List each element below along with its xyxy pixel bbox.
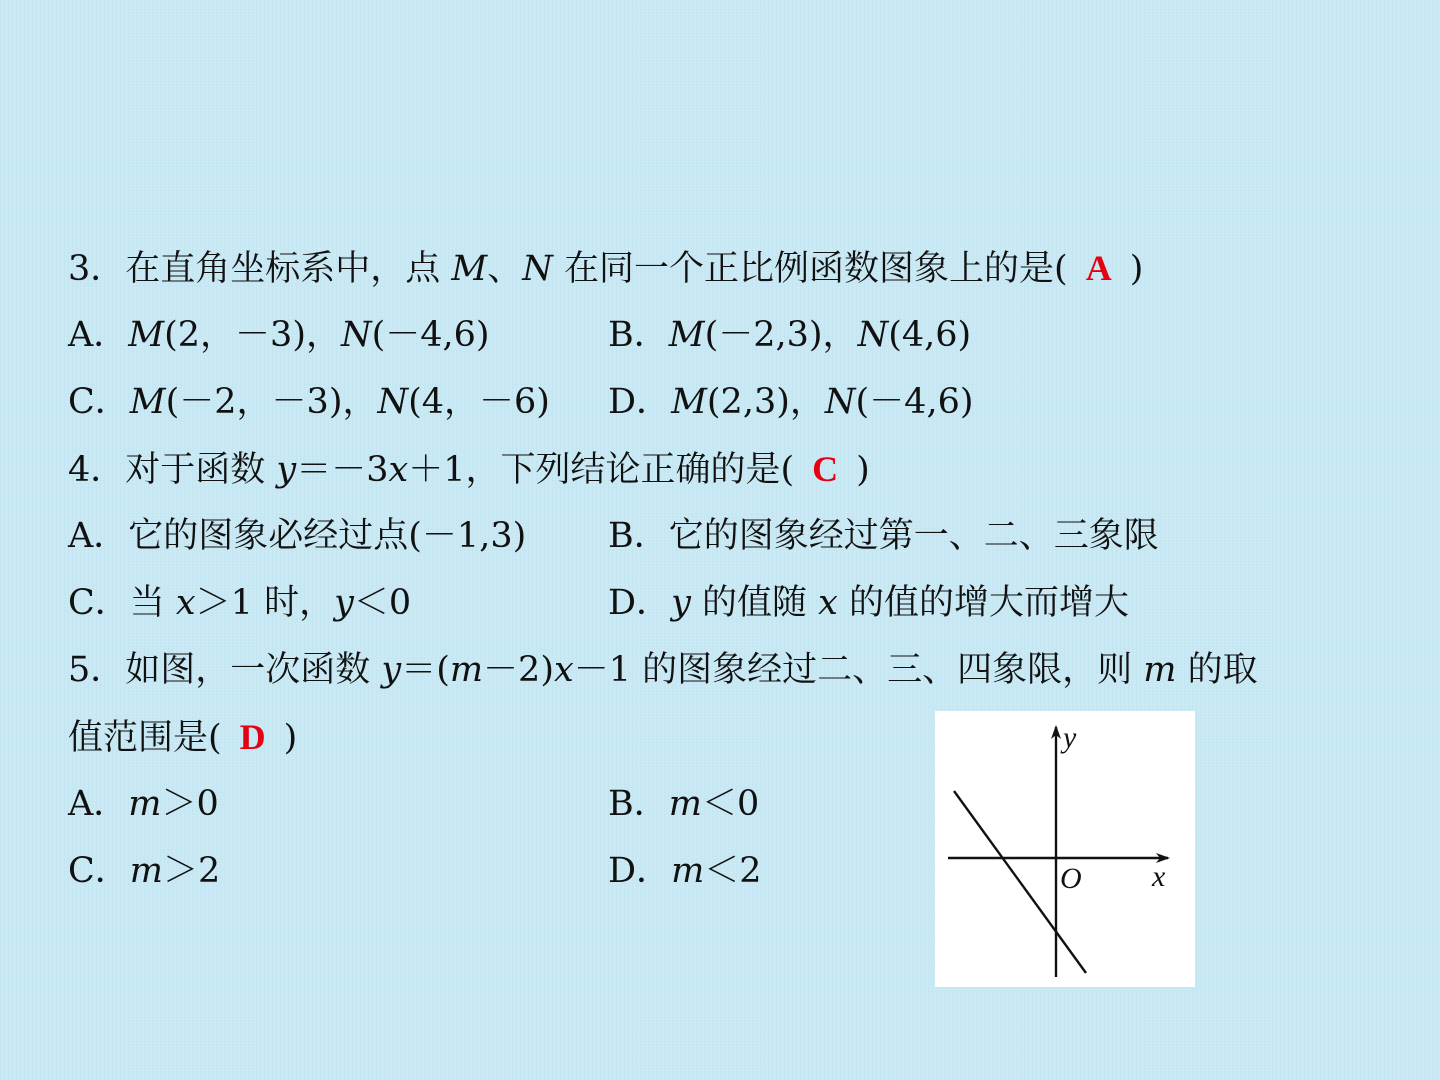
option-text: (－4,6) [855, 382, 974, 422]
coordinate-graph [935, 711, 1195, 987]
option-label: B． [608, 784, 669, 824]
q3-options-row-1 [68, 305, 972, 365]
option-text: ＜0 [701, 784, 760, 824]
q3-stem [68, 238, 1143, 298]
q5-option-c[interactable] [68, 851, 220, 891]
q3-var-m: M [451, 249, 488, 289]
option-var: x [175, 583, 196, 623]
option-text: 的值随 [690, 583, 819, 623]
option-var: m [671, 851, 705, 891]
x-axis-label: x [1152, 860, 1166, 893]
q5-coordinate-figure [935, 711, 1195, 987]
q4-var-x: x [388, 450, 409, 490]
option-label: A． [68, 315, 129, 355]
q5-var-m: m [449, 650, 484, 690]
q3-answer: A [1085, 248, 1112, 288]
option-text: 的值的增大而增大 [837, 583, 1129, 623]
q4-option-d[interactable] [608, 573, 1129, 633]
q3-option-b[interactable] [608, 305, 971, 365]
q5-option-a[interactable] [68, 784, 219, 824]
option-text: 当 [129, 583, 176, 623]
q5-answer: D [239, 717, 266, 757]
q3-option-c[interactable] [68, 382, 550, 422]
option-text: (2,3)， [706, 382, 825, 422]
q5-options-row-1 [68, 774, 760, 834]
q5-options-row-2 [68, 841, 762, 901]
q5-equation: －2) [483, 650, 554, 690]
q5-var-y: y [381, 650, 402, 690]
option-text: (－2，－3)， [165, 382, 378, 422]
option-label: B． [608, 516, 669, 556]
option-var: x [818, 583, 838, 623]
q4-answer: C [812, 449, 839, 489]
q4-options-row-1 [68, 506, 1159, 566]
q3-var-n: N [522, 249, 553, 289]
q5-option-d[interactable] [608, 841, 762, 901]
q4-var-y: y [276, 450, 297, 490]
option-text: (4，－6) [408, 382, 550, 422]
q5-stem [68, 640, 1258, 700]
q4-option-a[interactable] [68, 516, 526, 556]
option-var: M [128, 315, 165, 355]
option-label: B． [608, 315, 669, 355]
q3-sep: 、 [487, 249, 523, 289]
q4-stem-text-2: ＋1，下列结论正确的是( [408, 450, 795, 490]
option-text: (－4,6) [371, 315, 490, 355]
q5-equation: ＝( [401, 650, 450, 690]
option-text: 它的图象必经过点(－1,3) [128, 516, 527, 556]
q3-option-a[interactable] [68, 315, 490, 355]
q4-stem [68, 439, 870, 499]
q5-stem-text-2: －1 的图象经过二、三、四象限，则 [573, 650, 1144, 690]
q3-stem-text: 3．在直角坐标系中，点 [68, 249, 452, 289]
q5-stem-text-3: 的取 [1176, 650, 1258, 690]
q4-stem-text: 4．对于函数 [68, 450, 277, 490]
option-label: C． [68, 583, 130, 623]
origin-label: O [1060, 862, 1082, 895]
option-label: C． [68, 382, 130, 422]
option-text: ＜2 [704, 851, 762, 891]
option-text: 它的图象经过第一、二、三象限 [668, 516, 1159, 556]
q4-close-paren: ) [856, 450, 870, 490]
option-text: ＞2 [162, 851, 221, 891]
q4-options-row-2 [68, 573, 1129, 633]
option-label: D． [608, 583, 672, 623]
option-text: ＞1 时， [195, 583, 335, 623]
y-axis-label: y [1063, 721, 1077, 754]
option-var: N [340, 315, 372, 355]
q4-option-b[interactable] [608, 506, 1159, 566]
q4-equation: ＝－3 [296, 450, 389, 490]
option-label: A． [68, 516, 129, 556]
q5-var-x: x [553, 650, 574, 690]
q5-option-b[interactable] [608, 774, 759, 834]
option-label: A． [68, 784, 129, 824]
option-var: N [857, 315, 889, 355]
option-text: ＜0 [353, 583, 412, 623]
option-text: (－2,3)， [704, 315, 858, 355]
option-var: m [129, 851, 163, 891]
option-label: C． [68, 851, 130, 891]
q3-stem-text-2: 在同一个正比例函数图象上的是( [552, 249, 1068, 289]
option-label: D． [608, 382, 672, 422]
option-var: M [129, 382, 166, 422]
q5-stem-text-4: 值范围是( [68, 718, 222, 758]
q5-var-m: m [1143, 650, 1177, 690]
q5-stem-text: 5．如图，一次函数 [68, 650, 382, 690]
q3-option-d[interactable] [608, 372, 974, 432]
q3-close-paren: ) [1129, 249, 1144, 289]
option-var: m [668, 784, 702, 824]
option-var: m [128, 784, 162, 824]
q4-option-c[interactable] [68, 583, 411, 623]
option-var: M [668, 315, 705, 355]
q3-options-row-2 [68, 372, 974, 432]
q5-close-paren: ) [283, 718, 298, 758]
q5-stem-line-2 [68, 707, 297, 767]
option-var: M [671, 382, 707, 422]
option-text: (2，－3)， [164, 315, 341, 355]
option-var: N [377, 382, 409, 422]
option-var: y [671, 583, 691, 623]
option-text: ＞0 [161, 784, 219, 824]
option-label: D． [608, 851, 672, 891]
option-var: N [824, 382, 856, 422]
option-var: y [334, 583, 354, 623]
option-text: (4,6) [888, 315, 972, 355]
